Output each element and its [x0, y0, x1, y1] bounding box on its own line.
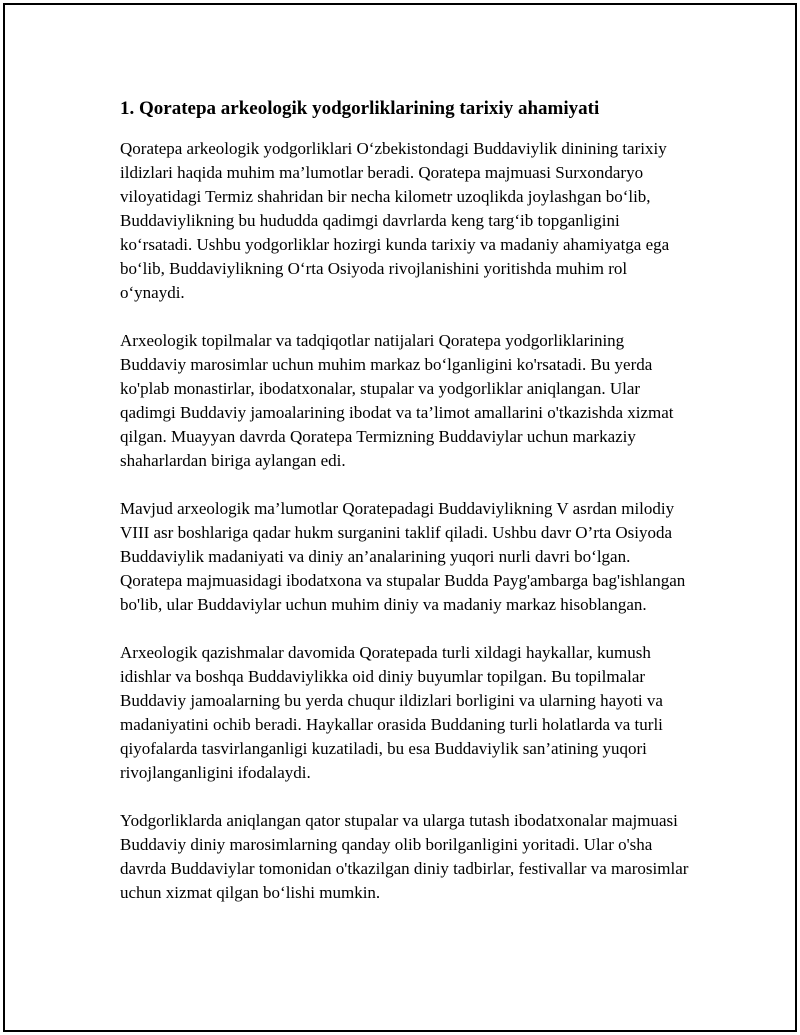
- document-content: [120, 97, 690, 929]
- paragraph-1: Qoratepa arkeologik yodgorliklari O‘zbekistondagi Buddaviylik dinining tarixiy ildizlari haqida muhim ma’lumotlar beradi. Qoratepa majmuasi Surxondaryo viloyatidagi Termiz shahridan bir necha kilometr uzoqlikda joylashgan bo‘lib, Buddaviylikning bu hududda qadimgi davrlarda keng targ‘ib topganligini ko‘rsatadi. Ushbu yodgorliklar hozirgi kunda tarixiy va madaniy ahamiyatga ega bo‘lib, Buddaviylikning O‘rta Osiyoda rivojlanishini yoritishda muhim rol o‘ynaydi.: [120, 139, 670, 302]
- paragraph-2: Arxeologik topilmalar va tadqiqotlar natijalari Qoratepa yodgorliklarining Buddaviy marosimlar uchun muhim markaz bo‘lganligini ko'rsatadi. Bu yerda ko'plab monastirlar, ibodatxonalar, stupalar va yodgorliklar aniqlangan. Ular qadimgi Buddaviy jamoalarining ibodat va ta’limot amallarini o'tkazishda xizmat qilgan. Muayyan davrda Qoratepa Termizning Buddaviylar uchun markaziy shaharlardan biriga aylangan edi.: [120, 331, 674, 470]
- paragraph-4: Arxeologik qazishmalar davomida Qoratepada turli xildagi haykallar, kumush idishlar va boshqa Buddaviylikka oid diniy buyumlar topilgan. Bu topilmalar Buddaviy jamoalarning bu yerda chuqur ildizlari borligini va ularning hayoti va madaniyatini ochib beradi. Haykallar orasida Buddaning turli holatlarda va turli qiyofalarda tasvirlanganligi kuzatiladi, bu esa Buddaviylik san’atining yuqori rivojlanganligini ifodalaydi.: [120, 643, 663, 782]
- paragraph-3: Mavjud arxeologik ma’lumotlar Qoratepadagi Buddaviylikning V asrdan milodiy VIII asr boshlariga qadar hukm surganini taklif qiladi. Ushbu davr O’rta Osiyoda Buddaviylik madaniyati va diniy an’analarining yuqori nurli davri bo‘lgan. Qoratepa majmuasidagi ibodatxona va stupalar Budda Payg'ambarga bag'ishlangan bo'lib, ular Buddaviylar uchun muhim diniy va madaniy markaz hisoblangan.: [120, 499, 686, 614]
- document-page: [3, 3, 797, 1032]
- paragraph-5: Yodgorliklarda aniqlangan qator stupalar va ularga tutash ibodatxonalar majmuasi Buddaviy diniy marosimlarning qanday olib borilganligini yoritadi. Ular o'sha davrda Buddaviylar tomonidan o'tkazilgan diniy tadbirlar, festivallar va marosimlar uchun xizmat qilgan bo‘lishi mumkin.: [120, 811, 689, 902]
- section-title: 1. Qoratepa arkeologik yodgorliklarining tarixiy ahamiyati: [120, 98, 600, 119]
